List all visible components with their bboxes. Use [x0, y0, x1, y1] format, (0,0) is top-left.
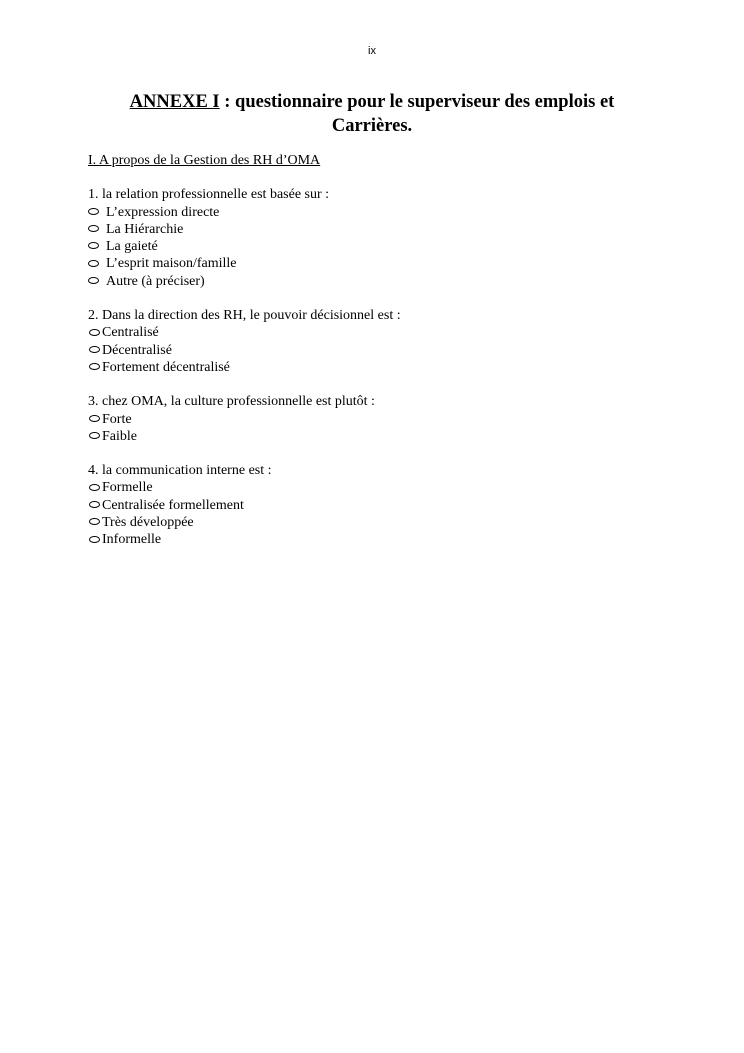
option-tres-developpee[interactable] — [88, 514, 688, 531]
option-label: Formelle — [102, 480, 153, 496]
radio-circle-icon[interactable] — [89, 363, 100, 370]
page-title — [100, 90, 644, 138]
option-label: Centralisée formellement — [102, 497, 244, 513]
option-label: La gaieté — [106, 239, 158, 255]
option-label: Autre (à préciser) — [106, 273, 205, 289]
option-label: Fortement décentralisé — [102, 359, 230, 375]
radio-circle-icon[interactable] — [89, 329, 100, 336]
question-label: 2. Dans la direction des RH, le pouvoir décisionnel est : — [88, 308, 401, 324]
question-label: 1. la relation professionnelle est basée sur : — [88, 187, 330, 203]
radio-circle-icon[interactable] — [89, 484, 100, 491]
option-label: La Hiérarchie — [106, 221, 184, 237]
question-2 — [88, 307, 688, 376]
radio-circle-icon[interactable] — [89, 432, 100, 439]
option-formelle[interactable] — [88, 479, 688, 496]
question-label: 4. la communication interne est : — [88, 463, 272, 479]
radio-circle-icon[interactable] — [88, 225, 99, 232]
radio-circle-icon[interactable] — [89, 346, 100, 353]
option-centralise[interactable] — [88, 324, 688, 341]
radio-circle-icon[interactable] — [88, 260, 99, 267]
question-4 — [88, 462, 688, 548]
radio-circle-icon[interactable] — [88, 242, 99, 249]
option-label: Centralisé — [102, 325, 159, 341]
option-expression-directe[interactable] — [88, 204, 688, 221]
option-label: L’esprit maison/famille — [106, 256, 237, 272]
page-number: ix — [368, 45, 376, 57]
option-informelle[interactable] — [88, 531, 688, 548]
option-label: Très développée — [102, 515, 194, 531]
radio-circle-icon[interactable] — [88, 208, 99, 215]
option-centralisee-formellement[interactable] — [88, 497, 688, 514]
option-hierarchie[interactable] — [88, 221, 688, 238]
section-heading: I. A propos de la Gestion des RH d’OMA — [88, 153, 321, 168]
title-text: : questionnaire pour le superviseur des emplois et Carrières. — [219, 92, 615, 136]
option-label: Faible — [102, 428, 137, 444]
annex-label: ANNEXE I — [129, 92, 220, 112]
option-label: Informelle — [102, 532, 162, 548]
radio-circle-icon[interactable] — [88, 277, 99, 284]
questionnaire — [88, 152, 688, 566]
option-label: Décentralisé — [102, 342, 172, 358]
radio-circle-icon[interactable] — [89, 536, 100, 543]
option-faible[interactable] — [88, 428, 688, 445]
question-3 — [88, 393, 688, 445]
option-forte[interactable] — [88, 411, 688, 428]
option-label: Forte — [102, 411, 132, 427]
option-label: L’expression directe — [106, 204, 220, 220]
option-esprit-maison[interactable] — [88, 255, 688, 272]
option-autre[interactable] — [88, 273, 688, 290]
question-1 — [88, 186, 688, 290]
radio-circle-icon[interactable] — [89, 501, 100, 508]
option-fortement-decentralise[interactable] — [88, 359, 688, 376]
question-label: 3. chez OMA, la culture professionnelle est plutôt : — [88, 394, 375, 410]
option-gaiete[interactable] — [88, 238, 688, 255]
radio-circle-icon[interactable] — [89, 415, 100, 422]
option-decentralise[interactable] — [88, 342, 688, 359]
radio-circle-icon[interactable] — [89, 518, 100, 525]
